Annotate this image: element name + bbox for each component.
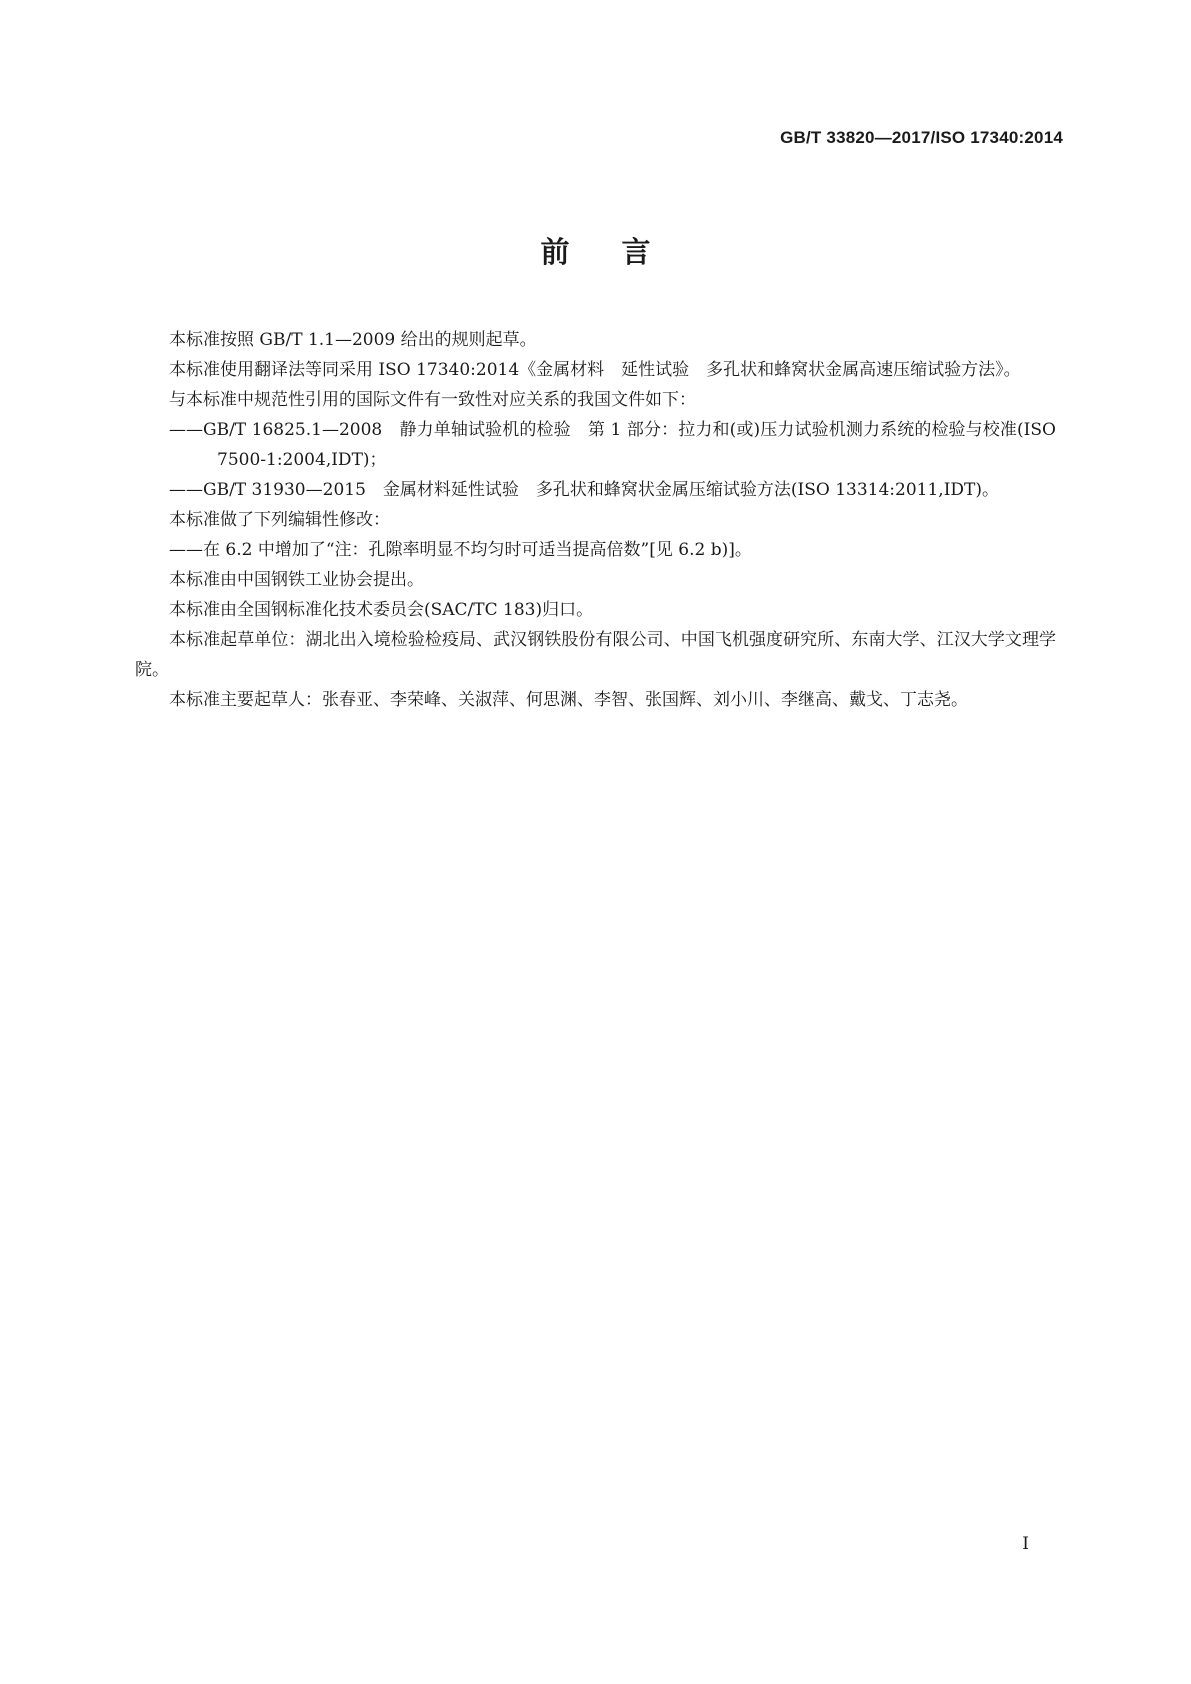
paragraph-drafters: 本标准主要起草人：张春亚、李荣峰、关淑萍、何思渊、李智、张国辉、刘小川、李继高、戴戈、丁志尧。 [169, 690, 968, 710]
paragraph-proposed-by: 本标准由中国钢铁工业协会提出。 [169, 570, 424, 590]
page-title: 前言 [540, 235, 703, 269]
paragraph-drafting-units: 本标准起草单位：湖北出入境检验检疫局、武汉钢铁股份有限公司、中国飞机强度研究所、东南大学、江汉大学文理学院。 [135, 630, 1056, 680]
reference-item: ——GB/T 16825.1—2008 静力单轴试验机的检验 第 1 部分：拉力和(或)压力试验机测力系统的检验与校准(ISO 7500-1:2004,IDT)； [169, 420, 1056, 470]
reference-item: ——GB/T 31930—2015 金属材料延性试验 多孔状和蜂窝状金属压缩试验方法(ISO 13314:2011,IDT)。 [169, 480, 1000, 500]
paragraph-under-jurisdiction: 本标准由全国钢标准化技术委员会(SAC/TC 183)归口。 [169, 600, 594, 620]
page-number: I [1022, 1534, 1029, 1554]
edit-item: ——在 6.2 中增加了“注：孔隙率明显不均匀时可适当提高倍数”[见 6.2 b)]。 [169, 540, 752, 560]
standard-code-header: GB/T 33820—2017/ISO 17340:2014 [780, 128, 1063, 147]
paragraph-drafting-rules: 本标准按照 GB/T 1.1—2009 给出的规则起草。 [169, 330, 537, 350]
paragraph-references-intro: 与本标准中规范性引用的国际文件有一致性对应关系的我国文件如下： [169, 390, 696, 410]
foreword-body [135, 325, 1056, 715]
paragraph-adoption: 本标准使用翻译法等同采用 ISO 17340:2014《金属材料 延性试验 多孔状和蜂窝状金属高速压缩试验方法》。 [169, 360, 1021, 380]
paragraph-edits-intro: 本标准做了下列编辑性修改： [169, 510, 390, 530]
